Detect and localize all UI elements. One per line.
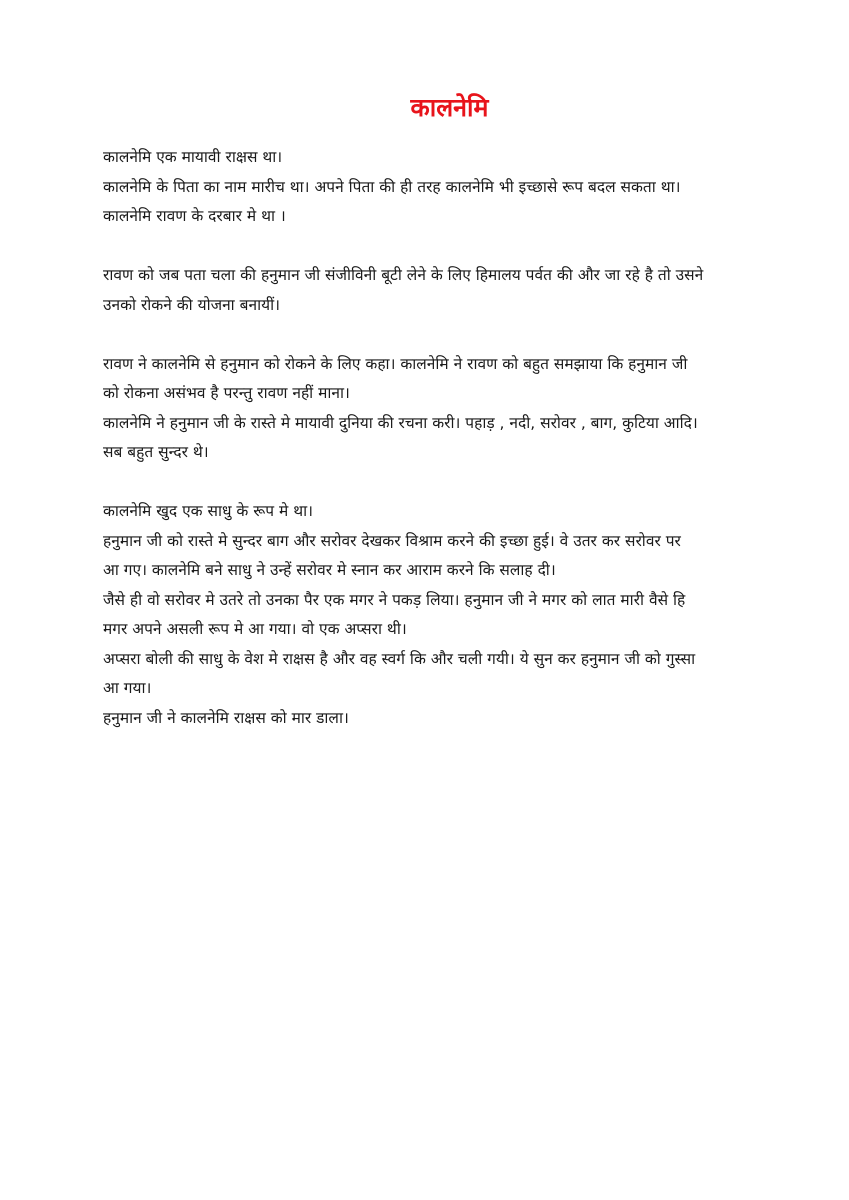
text-line: आ गया। [103,679,152,697]
text-line: मगर अपने असली रूप मे आ गया। वो एक अप्सरा थी। [103,620,407,638]
page-title: कालनेमि [410,93,489,122]
paragraph-spacer [103,468,808,498]
paragraph-spacer [103,232,808,262]
text-line: कालनेमि खुद एक साधु के रूप मे था। [103,502,314,520]
text-line: कालनेमि के पिता का नाम मारीच था। अपने पिता की ही तरह कालनेमि भी इच्छासे रूप बदल सकता था। [103,177,681,196]
text-line: कालनेमि एक मायावी राक्षस था। [103,148,283,166]
document-body [103,143,808,733]
text-line: को रोकना असंभव है परन्तु रावण नहीं माना। [103,384,350,402]
text-line: रावण को जब पता चला की हनुमान जी संजीविनी बूटी लेने के लिए हिमालय पर्वत की और जा रहे है तो उसने [103,266,704,284]
text-line: कालनेमि रावण के दरबार मे था । [103,207,286,225]
text-line: आ गए। कालनेमि बने साधु ने उन्हें सरोवर मे स्नान कर आराम करने कि सलाह दी। [103,561,556,579]
paragraph [103,497,808,733]
text-line: उनको रोकने की योजना बनायीं। [103,295,280,314]
paragraph [103,261,808,320]
paragraph [103,143,808,232]
text-line: हनुमान जी ने कालनेमि राक्षस को मार डाला। [103,708,349,727]
text-line: अप्सरा बोली की साधु के वेश मे राक्षस है और वह स्वर्ग कि और चली गयी। ये सुन कर हनुमान जी को गुस्सा [103,649,696,668]
paragraph [103,350,808,468]
text-line: जैसे ही वो सरोवर मे उतरे तो उनका पैर एक मगर ने पकड़ लिया। हनुमान जी ने मगर को लात मारी वैसे हि [103,590,686,609]
text-line: हनुमान जी को रास्ते मे सुन्दर बाग और सरोवर देखकर विश्राम करने की इच्छा हुई। वे उतर कर सरोवर पर [103,531,681,550]
paragraph-spacer [103,320,808,350]
text-line: कालनेमि ने हनुमान जी के रास्ते मे मायावी दुनिया की रचना करी। पहाड़ , नदी, सरोवर , बाग, कुटिया आदि। [103,413,698,432]
text-line: रावण ने कालनेमि से हनुमान को रोकने के लिए कहा। कालनेमि ने रावण को बहुत समझाया कि हनुमान जी [103,354,688,373]
text-line: सब बहुत सुन्दर थे। [103,443,209,461]
